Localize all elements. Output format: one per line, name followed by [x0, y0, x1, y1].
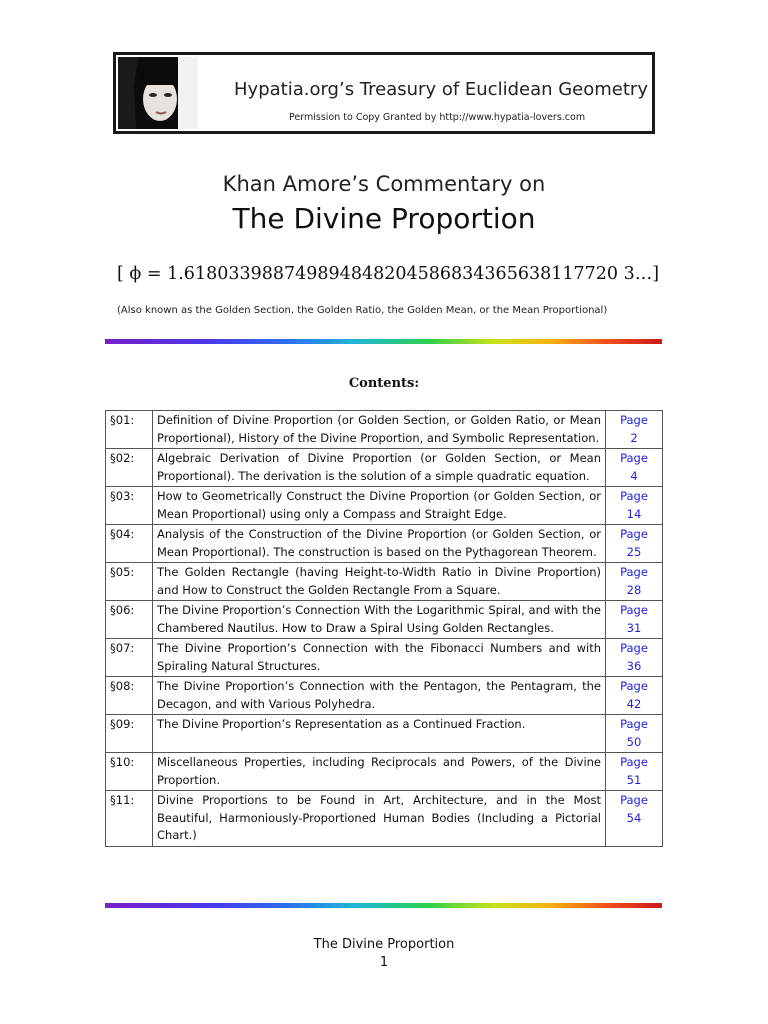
section-number: §02: [106, 449, 153, 487]
page-link-number[interactable]: 25 [626, 544, 642, 559]
section-number: §11: [106, 791, 153, 847]
page-link[interactable] [606, 449, 663, 487]
section-number: §08: [106, 677, 153, 715]
table-row [106, 487, 663, 525]
table-row [106, 525, 663, 563]
page-link-number[interactable]: 14 [626, 506, 642, 521]
portrait-image [118, 57, 198, 129]
section-number: §03: [106, 487, 153, 525]
page-link-number[interactable]: 31 [626, 620, 642, 635]
page-link-label[interactable]: Page [620, 603, 648, 617]
table-row [106, 601, 663, 639]
page-link-number[interactable]: 51 [626, 772, 642, 787]
page-link[interactable] [606, 753, 663, 791]
footer-title: The Divine Proportion [313, 937, 455, 952]
page-link[interactable] [606, 715, 663, 753]
contents-heading: Contents: [348, 376, 420, 391]
page-link-number[interactable]: 42 [626, 696, 642, 711]
table-row [106, 715, 663, 753]
section-description: Miscellaneous Properties, including Reciprocals and Powers, of the Divine Proportion. [153, 753, 606, 791]
section-description: The Divine Proportion’s Connection With the Logarithmic Spiral, and with the Chambered Nautilus. How to Draw a Spiral Using Golden Rectangles. [153, 601, 606, 639]
page-link-number[interactable]: 4 [630, 468, 638, 483]
page-link-number[interactable]: 54 [626, 810, 642, 825]
page-link-label[interactable]: Page [620, 679, 648, 693]
page-link[interactable] [606, 525, 663, 563]
page-link-label[interactable]: Page [620, 413, 648, 427]
section-description: Divine Proportions to be Found in Art, Architecture, and in the Most Beautiful, Harmoniously-Proportioned Human Bodies (Including a Pictorial Chart.) [153, 791, 606, 847]
page-link-label[interactable]: Page [620, 717, 648, 731]
section-number: §06: [106, 601, 153, 639]
banner-title: Hypatia.org’s Treasury of Euclidean Geometry [234, 79, 648, 100]
table-of-contents [105, 410, 663, 847]
page-link[interactable] [606, 791, 663, 847]
section-number: §04: [106, 525, 153, 563]
page-link-number[interactable]: 50 [626, 734, 642, 749]
page-link[interactable] [606, 411, 663, 449]
section-number: §07: [106, 639, 153, 677]
table-row [106, 411, 663, 449]
table-row [106, 677, 663, 715]
banner-permission-text: Permission to Copy Granted by http://www.hypatia-lovers.com [289, 112, 586, 123]
page-link-label[interactable]: Page [620, 489, 648, 503]
section-description: The Divine Proportion’s Connection with the Pentagon, the Pentagram, the Decagon, and with Various Polyhedra. [153, 677, 606, 715]
page-link[interactable] [606, 601, 663, 639]
page-link-number[interactable]: 2 [630, 430, 638, 445]
also-known-as: (Also known as the Golden Section, the Golden Ratio, the Golden Mean, or the Mean Proportional) [117, 305, 608, 316]
page-link-label[interactable]: Page [620, 565, 648, 579]
section-number: §01: [106, 411, 153, 449]
page-link[interactable] [606, 639, 663, 677]
header-banner [113, 52, 655, 134]
table-row [106, 639, 663, 677]
section-description: Definition of Divine Proportion (or Golden Section, or Golden Ratio, or Mean Proportional), History of the Divine Proportion, and Symbolic Representation. [153, 411, 606, 449]
page-link-number[interactable]: 28 [626, 582, 642, 597]
table-row [106, 791, 663, 847]
phi-value: [ ϕ = 1.618033988749894848204586834365638117720 3…] [117, 264, 660, 284]
page-link-label[interactable]: Page [620, 755, 648, 769]
section-number: §09: [106, 715, 153, 753]
section-description: Algebraic Derivation of Divine Proportion (or Golden Section, or Mean Proportional). The derivation is the solution of a simple quadratic equation. [153, 449, 606, 487]
document-title: The Divine Proportion [232, 202, 536, 235]
commentary-heading: Khan Amore’s Commentary on [222, 172, 546, 196]
page-link-label[interactable]: Page [620, 527, 648, 541]
page-number: 1 [379, 955, 389, 970]
rainbow-divider-bottom [105, 903, 662, 908]
page-link-number[interactable]: 36 [626, 658, 642, 673]
rainbow-divider-top [105, 339, 662, 344]
section-number: §10: [106, 753, 153, 791]
portrait-photo [118, 57, 198, 129]
page-link[interactable] [606, 677, 663, 715]
table-row [106, 449, 663, 487]
page-link-label[interactable]: Page [620, 641, 648, 655]
section-number: §05: [106, 563, 153, 601]
section-description: The Divine Proportion’s Representation as a Continued Fraction. [153, 715, 606, 753]
page-link[interactable] [606, 563, 663, 601]
section-description: The Golden Rectangle (having Height-to-Width Ratio in Divine Proportion) and How to Construct the Golden Rectangle From a Square. [153, 563, 606, 601]
page-link-label[interactable]: Page [620, 793, 648, 807]
page-link[interactable] [606, 487, 663, 525]
section-description: Analysis of the Construction of the Divine Proportion (or Golden Section, or Mean Proportional). The construction is based on the Pythagorean Theorem. [153, 525, 606, 563]
page-link-label[interactable]: Page [620, 451, 648, 465]
table-row [106, 753, 663, 791]
section-description: How to Geometrically Construct the Divine Proportion (or Golden Section, or Mean Proportional) using only a Compass and Straight Edge. [153, 487, 606, 525]
section-description: The Divine Proportion’s Connection with the Fibonacci Numbers and with Spiraling Natural Structures. [153, 639, 606, 677]
table-row [106, 563, 663, 601]
